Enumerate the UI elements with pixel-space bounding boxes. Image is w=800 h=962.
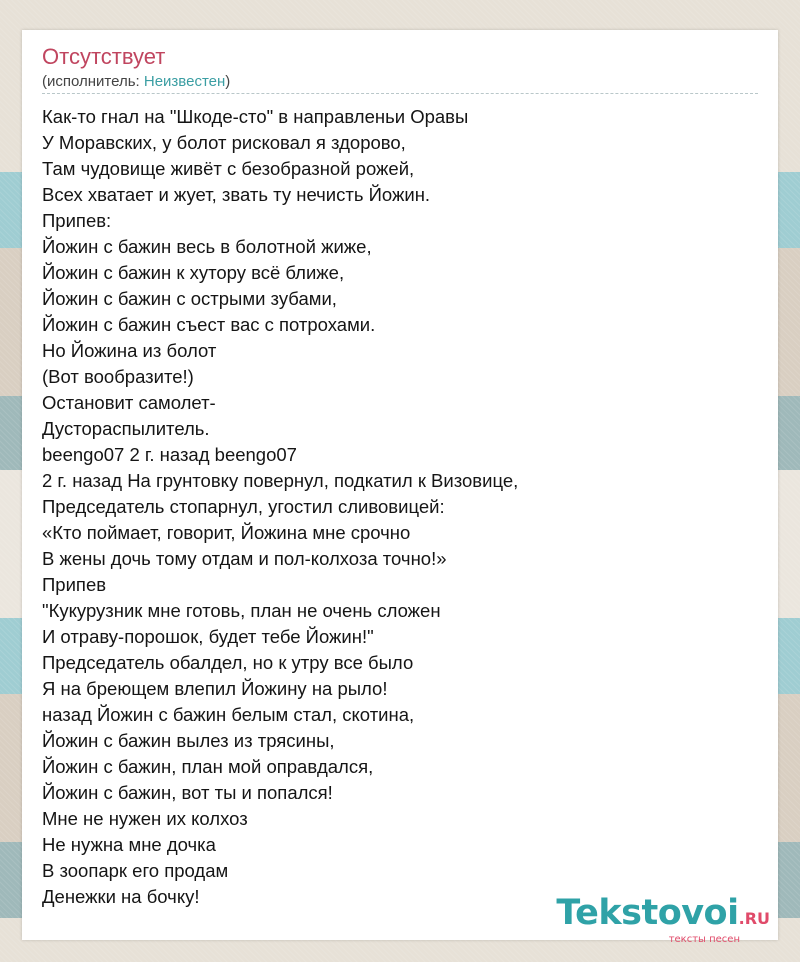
lyric-line: Не нужна мне дочка	[42, 834, 216, 855]
lyric-line: "Кукурузник мне готовь, план не очень сложен	[42, 600, 441, 621]
lyric-line: 2 г. назад На грунтовку повернул, подкатил к Визовице,	[42, 470, 519, 491]
lyric-line: Денежки на бочку!	[42, 886, 200, 907]
lyric-line: Йожин с бажин весь в болотной жиже,	[42, 236, 372, 257]
lyric-line: Но Йожина из болот	[42, 340, 217, 361]
lyric-line: «Кто поймает, говорит, Йожина мне срочно	[42, 522, 411, 543]
lyric-line: В жены дочь тому отдам и пол-колхоза точно!»	[42, 548, 447, 569]
lyric-line: Председатель обалдел, но к утру все было	[42, 652, 414, 673]
lyric-line: Припев	[42, 574, 107, 595]
lyric-line: Всех хватает и жует, звать ту нечисть Йожин.	[42, 184, 431, 205]
lyric-line: Там чудовище живёт с безобразной рожей,	[42, 158, 415, 179]
lyric-line: Йожин с бажин, вот ты и попался!	[42, 782, 333, 803]
lyric-line: Йожин с бажин к хутору всё ближе,	[42, 262, 345, 283]
title-divider	[42, 93, 758, 94]
lyric-line: Остановит самолет-	[42, 392, 216, 413]
logo-domain: .RU	[738, 909, 770, 928]
logo-main-text: Tekstovoi	[556, 893, 739, 933]
lyric-line: Мне не нужен их колхоз	[42, 808, 248, 829]
artist-line	[42, 73, 230, 91]
lyrics-card	[22, 30, 778, 940]
artist-prefix: (исполнитель:	[42, 73, 144, 90]
lyric-line: Йожин с бажин, план мой оправдался,	[42, 756, 374, 777]
lyric-line: Йожин с бажин вылез из трясины,	[42, 730, 335, 751]
artist-suffix: )	[225, 73, 231, 90]
lyric-line: В зоопарк его продам	[42, 860, 229, 881]
lyric-line: Я на бреющем влепил Йожину на рыло!	[42, 678, 388, 699]
lyrics-list	[42, 104, 518, 910]
lyric-line: Йожин с бажин с острыми зубами,	[42, 288, 337, 309]
lyric-line: назад Йожин с бажин белым стал, скотина,	[42, 704, 415, 725]
site-logo[interactable]	[556, 895, 770, 945]
lyric-line: И отраву-порошок, будет тебе Йожин!"	[42, 626, 374, 647]
song-title: Отсутствует	[42, 44, 166, 69]
lyric-line: Председатель стопарнул, угостил сливовицей:	[42, 496, 445, 517]
lyric-line: Как-то гнал на "Шкоде-сто" в направленьи Оравы	[42, 106, 469, 127]
lyric-line: (Вот вообразите!)	[42, 366, 194, 387]
lyric-line: Дустораспылитель.	[42, 418, 210, 439]
artist-link[interactable]: Неизвестен	[143, 73, 226, 90]
lyric-line: Припев:	[42, 210, 112, 231]
lyric-line: У Моравских, у болот рисковал я здорово,	[42, 132, 406, 153]
lyric-line: Йожин с бажин съест вас с потрохами.	[42, 314, 376, 335]
logo-wordmark	[556, 895, 770, 937]
logo-tagline: тексты песен	[668, 934, 740, 945]
lyric-line: beengo07 2 г. назад beengo07	[42, 444, 297, 465]
